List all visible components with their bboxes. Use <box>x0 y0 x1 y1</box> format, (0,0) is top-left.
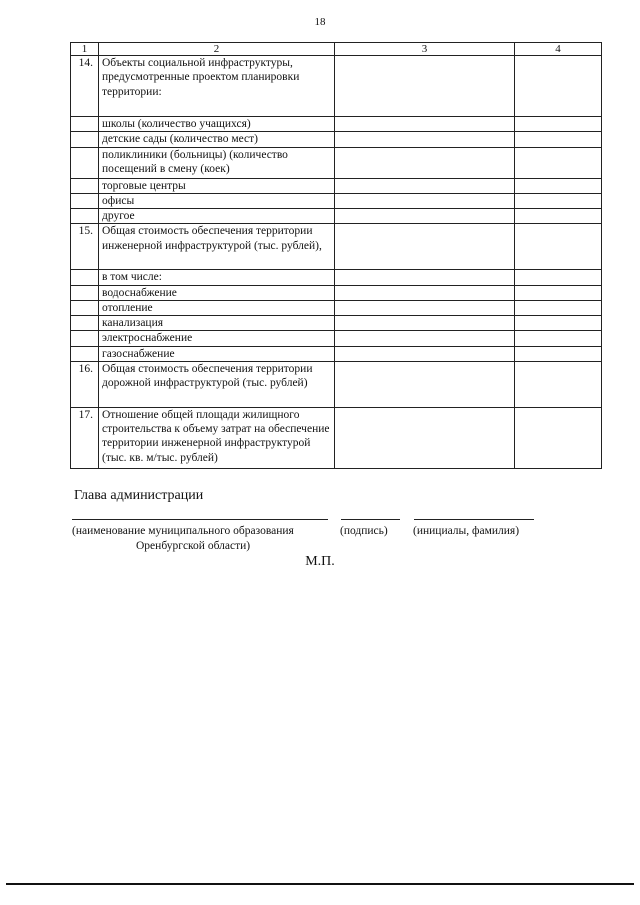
table-row <box>71 147 602 178</box>
name-caption: (инициалы, фамилия) <box>413 525 520 537</box>
org-caption-line-2: Оренбургской области) <box>136 539 251 552</box>
table-row <box>71 270 602 285</box>
row-number <box>71 331 99 346</box>
row-label: поликлиники (больницы) (количество посещений в смену (коек) <box>99 147 335 178</box>
signature-caption: (подпись) <box>340 525 388 537</box>
row-number <box>71 270 99 285</box>
value-cell <box>515 361 602 407</box>
stamp-place-label: М.П. <box>305 554 335 569</box>
row-label: детские сады (количество мест) <box>99 132 335 147</box>
table-row <box>71 285 602 300</box>
head-of-administration-title: Глава администрации <box>74 488 204 503</box>
row-label: школы (количество учащихся) <box>99 117 335 132</box>
table-row <box>71 193 602 208</box>
header-col-3: 3 <box>335 43 515 56</box>
table-row <box>71 346 602 361</box>
row-number <box>71 209 99 224</box>
value-cell <box>335 331 515 346</box>
value-cell <box>335 285 515 300</box>
value-cell <box>515 270 602 285</box>
row-label: в том числе: <box>99 270 335 285</box>
row-number <box>71 316 99 331</box>
row-number <box>71 117 99 132</box>
value-cell <box>515 193 602 208</box>
table-row <box>71 132 602 147</box>
row-label: Объекты социальной инфраструктуры, предусмотренные проектом планировки территории: <box>99 56 335 117</box>
row-number: 15. <box>71 224 99 270</box>
value-cell <box>335 209 515 224</box>
row-number: 16. <box>71 361 99 407</box>
table-row <box>71 224 602 270</box>
row-number <box>71 132 99 147</box>
value-cell <box>515 132 602 147</box>
table-row <box>71 361 602 407</box>
value-cell <box>335 132 515 147</box>
value-cell <box>335 407 515 468</box>
header-col-2: 2 <box>99 43 335 56</box>
row-number <box>71 178 99 193</box>
signature-block <box>74 488 544 504</box>
value-cell <box>335 56 515 117</box>
row-label: Отношение общей площади жилищного строительства к объему затрат на обеспечение территории инженерной инфраструктурой (тыс. кв. м/тыс. рублей) <box>99 407 335 468</box>
value-cell <box>515 316 602 331</box>
signature-line <box>341 519 400 520</box>
value-cell <box>515 56 602 117</box>
value-cell <box>515 209 602 224</box>
row-number <box>71 147 99 178</box>
org-name-caption <box>72 524 334 554</box>
row-number <box>71 346 99 361</box>
row-number: 14. <box>71 56 99 117</box>
value-cell <box>335 224 515 270</box>
org-name-line <box>72 519 328 520</box>
row-number: 17. <box>71 407 99 468</box>
row-number <box>71 300 99 315</box>
bottom-rule <box>6 883 634 885</box>
header-col-4: 4 <box>515 43 602 56</box>
value-cell <box>515 117 602 132</box>
value-cell <box>335 193 515 208</box>
value-cell <box>335 117 515 132</box>
row-label: Общая стоимость обеспечения территории дорожной инфраструктурой (тыс. рублей) <box>99 361 335 407</box>
row-label: водоснабжение <box>99 285 335 300</box>
value-cell <box>515 300 602 315</box>
table-row <box>71 209 602 224</box>
table-row <box>71 178 602 193</box>
table-row <box>71 56 602 117</box>
org-caption-line-1: (наименование муниципального образования <box>72 525 294 537</box>
row-number <box>71 285 99 300</box>
value-cell <box>335 346 515 361</box>
value-cell <box>515 178 602 193</box>
value-cell <box>335 300 515 315</box>
value-cell <box>515 285 602 300</box>
row-label: электроснабжение <box>99 331 335 346</box>
header-col-1: 1 <box>71 43 99 56</box>
table-row <box>71 300 602 315</box>
table-row <box>71 331 602 346</box>
table-header-row <box>71 43 602 56</box>
indicators-table <box>70 42 602 469</box>
row-label: канализация <box>99 316 335 331</box>
value-cell <box>335 270 515 285</box>
row-label: Общая стоимость обеспечения территории инженерной инфраструктурой (тыс. рублей), <box>99 224 335 270</box>
value-cell <box>515 331 602 346</box>
value-cell <box>515 346 602 361</box>
row-number <box>71 193 99 208</box>
row-label: торговые центры <box>99 178 335 193</box>
value-cell <box>335 147 515 178</box>
value-cell <box>335 361 515 407</box>
table-row <box>71 117 602 132</box>
value-cell <box>515 147 602 178</box>
table-row <box>71 407 602 468</box>
name-line <box>414 519 534 520</box>
row-label: офисы <box>99 193 335 208</box>
value-cell <box>335 316 515 331</box>
row-label: другое <box>99 209 335 224</box>
value-cell <box>335 178 515 193</box>
row-label: отопление <box>99 300 335 315</box>
value-cell <box>515 407 602 468</box>
value-cell <box>515 224 602 270</box>
row-label: газоснабжение <box>99 346 335 361</box>
table-row <box>71 316 602 331</box>
page-number: 18 <box>314 16 326 28</box>
